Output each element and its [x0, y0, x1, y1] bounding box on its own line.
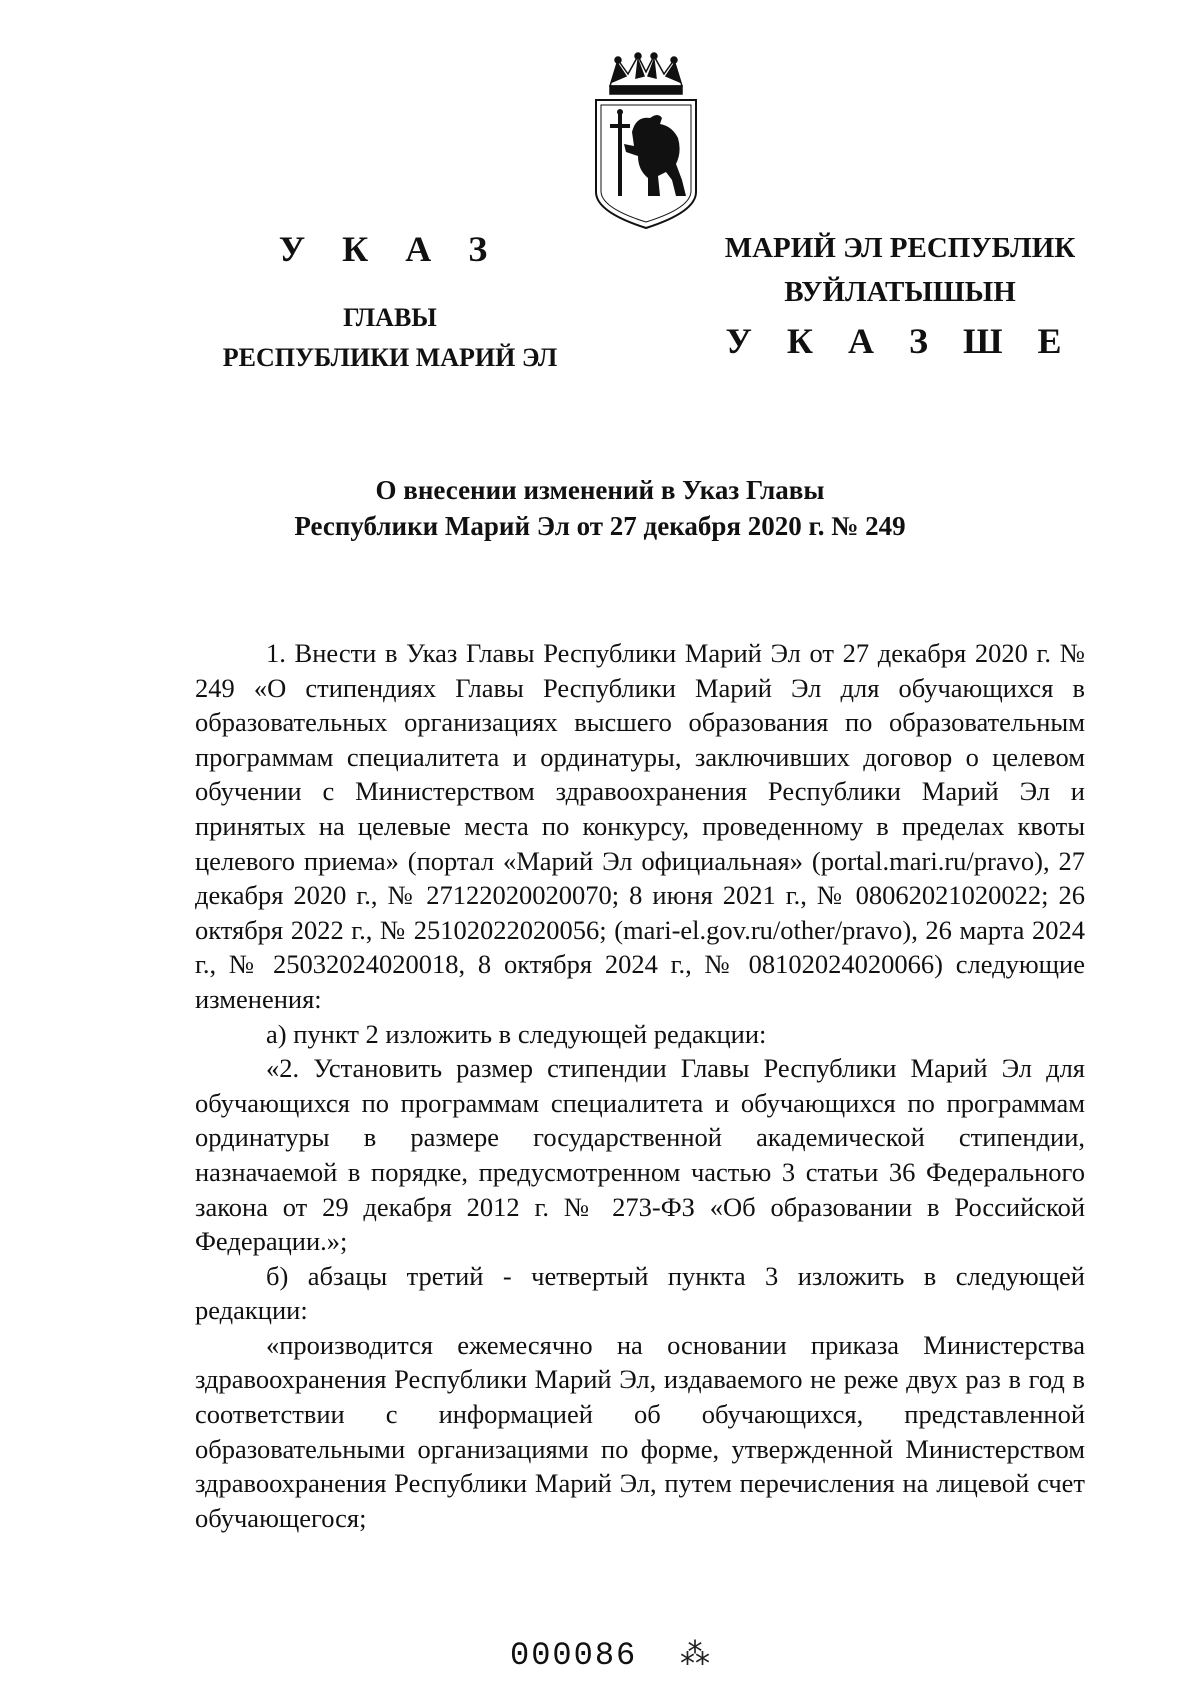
paragraph-2: а) пункт 2 изложить в следующей редакции:: [266, 1018, 767, 1049]
issuer-mari: [700, 226, 1100, 314]
paragraph-5: «производится ежемесячно на основании приказа Министерства здравоохранения Республики Марий Эл, издаваемого не реже двух раз в год в соответствии с информацией об обучающихся, представленной образовательными организациями по форме, утвержденной Министерством здравоохранения Республики Марий Эл, путем перечисления на лицевой счет обучающегося;: [195, 1329, 1085, 1533]
issuer-russian: [180, 298, 600, 378]
document-body: [195, 636, 1085, 1535]
issuer-mari-line1: МАРИЙ ЭЛ РЕСПУБЛИК: [724, 232, 1076, 264]
issuer-russian-line2: РЕСПУБЛИКИ МАРИЙ ЭЛ: [222, 343, 558, 372]
decree-title-mari: У К А З Ш Е: [725, 321, 1075, 361]
paragraph-3: «2. Установить размер стипендии Главы Республики Марий Эл для обучающихся по программам специалитета и обучающихся по программам ординатуры в размере государственной академической стипендии, назначаемой в порядке, предусмотренном частью 3 статьи 36 Федерального закона от 29 декабря 2012 г. № 273-ФЗ «Об образовании в Российской Федерации.»;: [195, 1053, 1085, 1257]
document-title-line1: О внесении изменений в Указ Главы: [375, 475, 825, 505]
paragraph-4: б) абзацы третий - четвертый пункта 3 изложить в следующей редакции:: [195, 1260, 1085, 1326]
coat-of-arms-icon: [588, 52, 704, 230]
decree-title: У К А З: [278, 229, 502, 269]
issuer-russian-line1: ГЛАВЫ: [343, 303, 437, 332]
document-serial-number: 000086: [510, 1637, 638, 1674]
asterisk-mark-icon: ⁂: [680, 1638, 710, 1671]
issuer-mari-line2: ВУЙЛАТЫШЫН: [784, 276, 1016, 308]
document-title-line2: Республики Марий Эл от 27 декабря 2020 г. № 249: [294, 511, 906, 541]
document-title: [180, 472, 1020, 544]
paragraph-1: 1. Внести в Указ Главы Республики Марий Эл от 27 декабря 2020 г. № 249 «О стипендиях Главы Республики Марий Эл для обучающихся в образовательных организациях высшего образования по образовательным программам специалитета и ординатуры, заключивших договор о целевом обучении с Министерством здравоохранения Республики Марий Эл и принятых на целевые места по конкурсу, проведенному в пределах квоты целевого приема» (портал «Марий Эл официальная» (portal.mari.ru/pravo), 27 декабря 2020 г., № 27122020020070; 8 июня 2021 г., № 08062021020022; 26 октября 2022 г., № 25102022020056; (mari-el.gov.ru/other/pravo), 26 марта 2024 г., № 25032024020018, 8 октября 2024 г., № 08102024020066) следующие изменения:: [195, 638, 1085, 1014]
